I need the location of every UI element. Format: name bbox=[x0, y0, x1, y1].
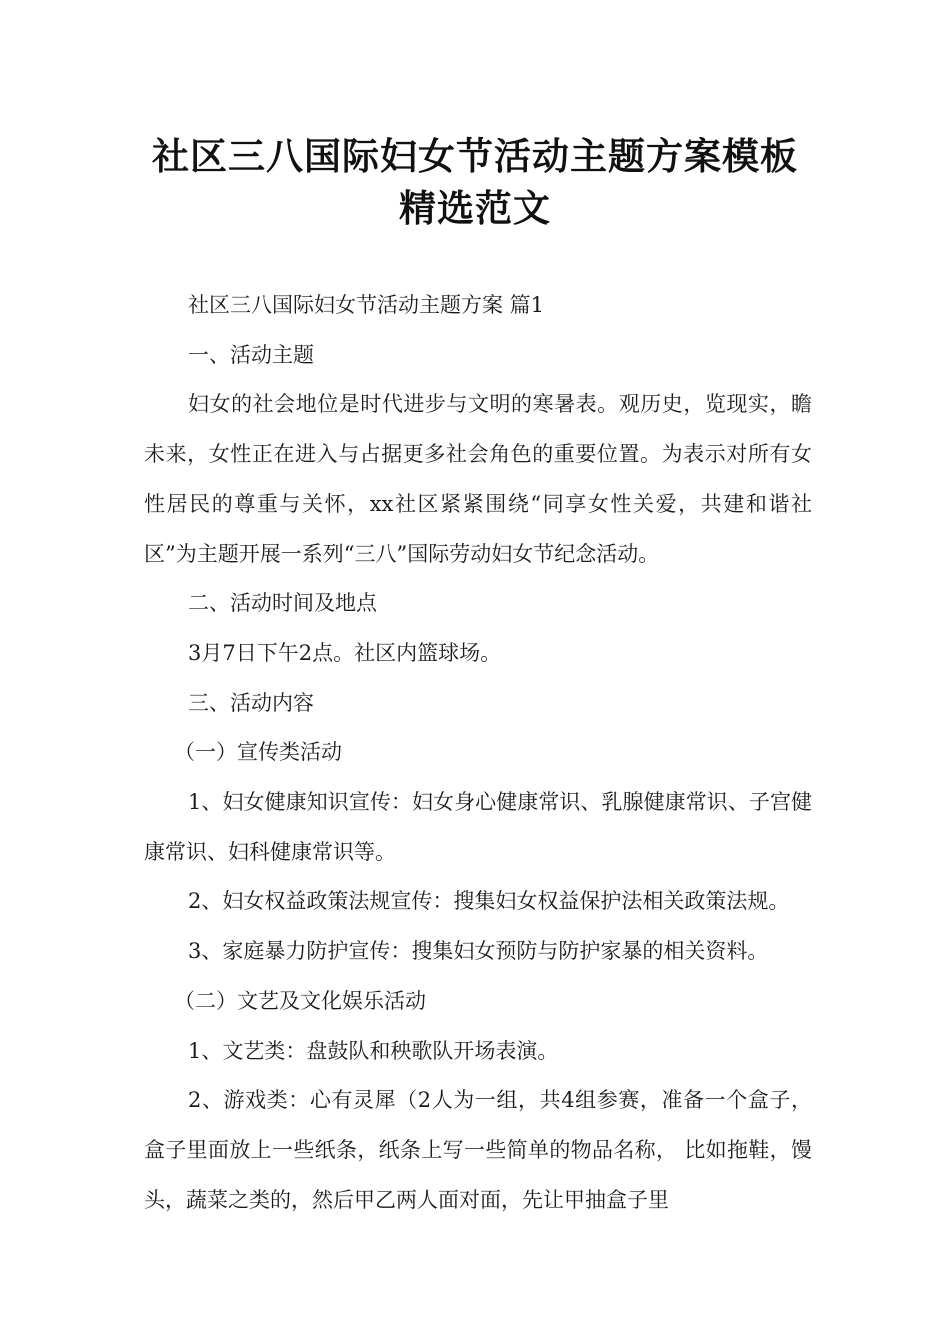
list-item: 2、游戏类：心有灵犀（2人为一组，共4组参赛，准备一个盒子，盒子里面放上一些纸条，纸条上写一些简单的物品名称， 比如拖鞋，馒头，蔬菜之类的，然后甲乙两人面对面，先让甲抽盒子里 bbox=[144, 1088, 812, 1212]
document-title-line-2: 精选范文 bbox=[399, 187, 551, 230]
subheading-entertainment: （二）文艺及文化娱乐活动 bbox=[174, 988, 426, 1013]
list-item: 3、家庭暴力防护宣传：搜集妇女预防与防护家暴的相关资料。 bbox=[188, 939, 769, 964]
list-item: 1、文艺类：盘鼓队和秧歌队开场表演。 bbox=[188, 1038, 559, 1063]
list-item: 2、妇女权益政策法规宣传：搜集妇女权益保护法相关政策法规。 bbox=[188, 889, 790, 914]
list-item: 1、妇女健康知识宣传：妇女身心健康常识、乳腺健康常识、子宫健康常识、妇科健康常识等。 bbox=[144, 790, 812, 864]
heading-time-location: 二、活动时间及地点 bbox=[188, 591, 377, 616]
document-body bbox=[144, 281, 812, 1225]
section-heading: 社区三八国际妇女节活动主题方案 篇1 bbox=[188, 293, 545, 317]
subheading-promotion: （一）宣传类活动 bbox=[174, 740, 342, 765]
paragraph-theme-description: 妇女的社会地位是时代进步与文明的寒暑表。观历史，览现实，瞻未来，女性正在进入与占据更多社会角色的重要位置。为表示对所有女性居民的尊重与关怀，xx社区紧紧围绕“同享女性关爱，共建和谐社区”为主题开展一系列“三八”国际劳动妇女节纪念活动。 bbox=[144, 392, 812, 566]
document-title-line-1: 社区三八国际妇女节活动主题方案模板 bbox=[152, 135, 798, 178]
heading-activity-content: 三、活动内容 bbox=[188, 690, 314, 715]
paragraph-time-location: 3月7日下午2点。社区内篮球场。 bbox=[188, 640, 502, 665]
heading-activity-theme: 一、活动主题 bbox=[188, 342, 314, 367]
